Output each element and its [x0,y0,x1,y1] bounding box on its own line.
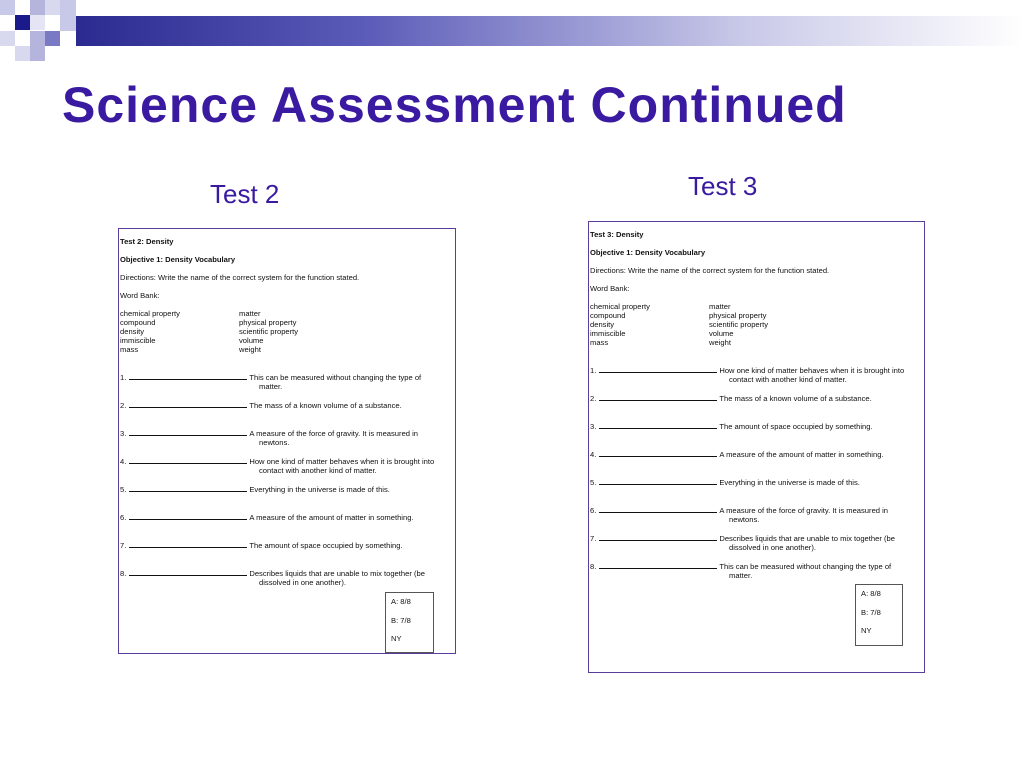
word-bank-item: weight [239,345,261,354]
question-text-continued: dissolved in one another). [729,543,816,552]
question-text-continued: dissolved in one another). [259,578,346,587]
worksheet-directions: Directions: Write the name of the correct system for the function stated. [120,273,360,282]
word-bank-item: immiscible [120,336,156,345]
answer-blank[interactable] [599,533,717,541]
deco-square [0,0,15,15]
question-text-continued: matter. [729,571,753,580]
word-bank-item: scientific property [709,320,769,329]
header-gradient-band [76,16,1024,46]
question-item [120,484,452,494]
word-bank-item: volume [709,329,734,338]
question-text: This can be measured without changing the type of [249,373,422,382]
question-number: 8. [590,562,597,571]
word-bank-item: matter [239,309,261,318]
answer-blank[interactable] [599,449,717,457]
question-text: Everything in the universe is made of this. [249,485,390,494]
question-text: How one kind of matter behaves when it is brought into [249,457,435,466]
word-bank-column [120,309,239,354]
question-text: A measure of the force of gravity. It is measured in [249,429,419,438]
word-bank-item: chemical property [590,302,650,311]
question-text-continued: contact with another kind of matter. [259,466,377,475]
word-bank-item: immiscible [590,329,626,338]
question-item [590,505,921,524]
question-number: 1. [120,373,127,382]
word-bank-column [590,302,709,347]
question-number: 2. [120,401,127,410]
deco-square [30,0,45,15]
question-item [590,393,921,403]
question-number: 6. [120,513,127,522]
question-text: A measure of the amount of matter in something. [719,450,884,459]
word-bank [120,309,452,354]
question-text-continued: matter. [259,382,283,391]
question-number: 3. [590,422,597,431]
word-bank-item: mass [120,345,139,354]
word-bank-item: physical property [709,311,767,320]
deco-square [45,31,60,46]
score-ny: NY [861,626,872,635]
question-item [120,456,452,475]
answer-blank[interactable] [599,477,717,485]
answer-blank[interactable] [599,561,717,569]
word-bank-column [239,309,359,354]
answer-blank[interactable] [129,428,247,436]
question-number: 6. [590,506,597,515]
question-item [590,561,921,580]
word-bank [590,302,921,347]
question-item [120,400,452,410]
score-a: A: 8/8 [861,589,881,598]
question-text: This can be measured without changing the type of [719,562,892,571]
question-list [590,365,921,580]
word-bank-item: matter [709,302,731,311]
question-item [120,512,452,522]
question-text: Describes liquids that are unable to mix together (be [249,569,425,578]
question-item [120,372,452,391]
question-item [120,540,452,550]
question-text: The amount of space occupied by something. [719,422,873,431]
deco-square [60,0,76,31]
question-item [590,421,921,431]
question-text: Everything in the universe is made of this. [719,478,860,487]
question-number: 5. [120,485,127,494]
slide-title: Science Assessment Continued [62,77,847,133]
question-item [120,428,452,447]
test-2-score-box [385,592,434,653]
score-ny: NY [391,634,402,643]
question-text-continued: contact with another kind of matter. [729,375,847,384]
question-number: 7. [590,534,597,543]
test-2-worksheet [118,228,456,654]
question-number: 2. [590,394,597,403]
question-number: 3. [120,429,127,438]
word-bank-item: mass [590,338,609,347]
word-bank-label: Word Bank: [590,284,630,293]
question-text: The mass of a known volume of a substance. [719,394,872,403]
word-bank-item: compound [120,318,156,327]
deco-square [15,46,30,61]
question-number: 1. [590,366,597,375]
worksheet-objective: Objective 1: Density Vocabulary [590,248,706,257]
test-3-score-box [855,584,903,646]
question-list [120,372,452,587]
answer-blank[interactable] [129,540,247,548]
question-number: 8. [120,569,127,578]
word-bank-item: compound [590,311,626,320]
question-text-continued: newtons. [259,438,290,447]
question-item [590,449,921,459]
header-decoration [0,0,1024,62]
deco-square [30,31,45,46]
answer-blank[interactable] [129,568,247,576]
question-item [590,477,921,487]
word-bank-item: scientific property [239,327,299,336]
word-bank-item: weight [709,338,731,347]
question-text-continued: newtons. [729,515,760,524]
word-bank-item: density [590,320,615,329]
word-bank-item: volume [239,336,264,345]
question-item [590,365,921,384]
question-number: 4. [120,457,127,466]
question-number: 7. [120,541,127,550]
answer-blank[interactable] [129,484,247,492]
worksheet-header: Test 2: Density [120,237,174,246]
deco-square [0,31,15,46]
answer-blank[interactable] [599,421,717,429]
deco-square [30,46,45,61]
question-text: A measure of the force of gravity. It is measured in [719,506,889,515]
answer-blank[interactable] [129,456,247,464]
word-bank-column [709,302,829,347]
question-text: A measure of the amount of matter in something. [249,513,414,522]
question-text: The mass of a known volume of a substance. [249,401,402,410]
answer-blank[interactable] [129,512,247,520]
deco-square [15,15,30,30]
answer-blank[interactable] [599,393,717,401]
question-number: 4. [590,450,597,459]
answer-blank[interactable] [599,365,717,373]
question-text: How one kind of matter behaves when it is brought into [719,366,905,375]
question-text: The amount of space occupied by something. [249,541,403,550]
worksheet-header: Test 3: Density [590,230,644,239]
score-a: A: 8/8 [391,597,411,606]
test-3-label: Test 3 [688,171,758,201]
question-item [590,533,921,552]
test-2-label: Test 2 [210,179,280,209]
answer-blank[interactable] [129,400,247,408]
worksheet-objective: Objective 1: Density Vocabulary [120,255,236,264]
question-item [120,568,452,587]
word-bank-label: Word Bank: [120,291,160,300]
worksheet-directions: Directions: Write the name of the correct system for the function stated. [590,266,830,275]
answer-blank[interactable] [129,372,247,380]
word-bank-item: chemical property [120,309,180,318]
score-b: B: 7/8 [861,607,881,617]
score-b: B: 7/8 [391,615,411,625]
answer-blank[interactable] [599,505,717,513]
word-bank-item: physical property [239,318,297,327]
question-number: 5. [590,478,597,487]
question-text: Describes liquids that are unable to mix together (be [719,534,895,543]
deco-square [30,15,45,30]
word-bank-item: density [120,327,145,336]
